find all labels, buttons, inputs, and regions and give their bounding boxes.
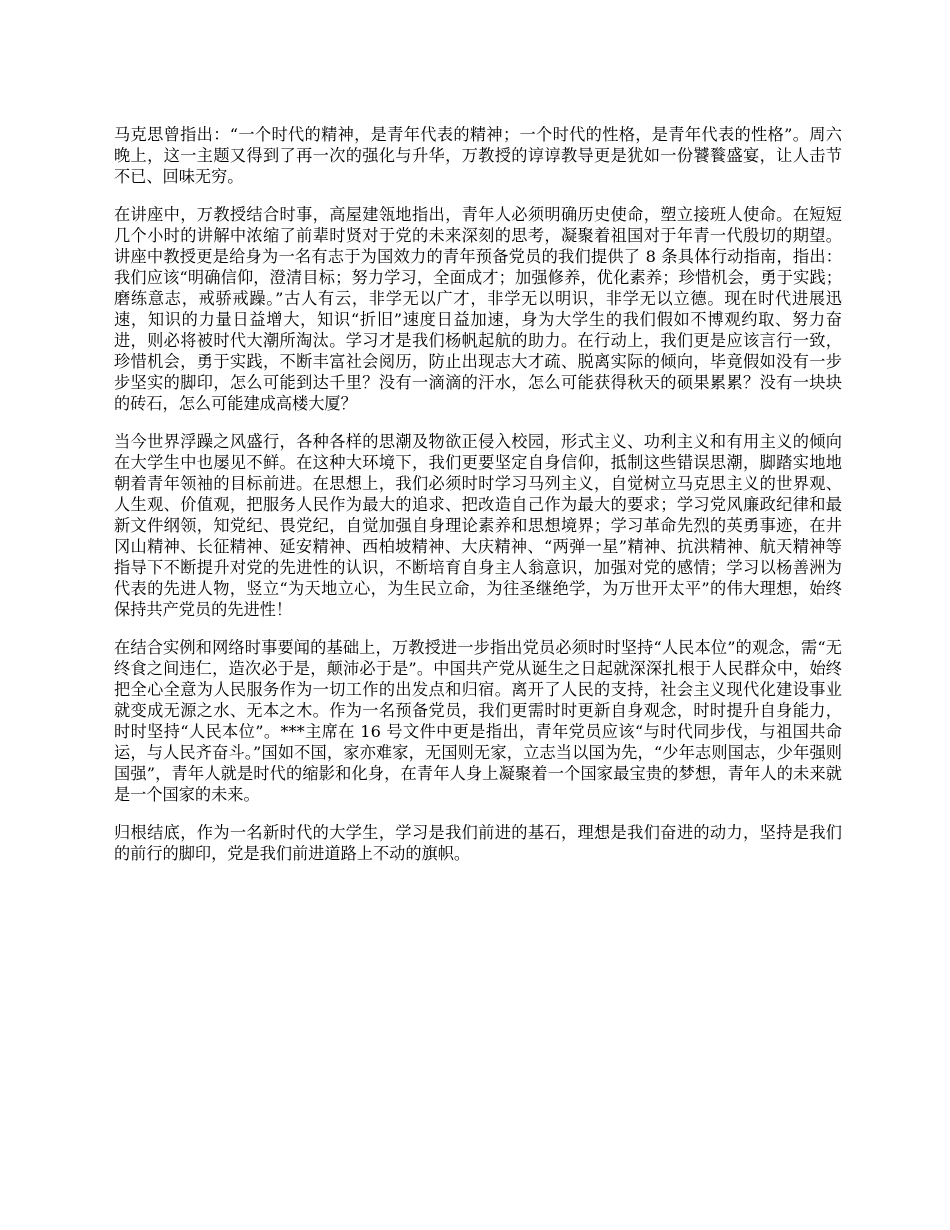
paragraph-1: 马克思曾指出：“一个时代的精神，是青年代表的精神；一个时代的性格，是青年代表的性格”。周六晚上，这一主题又得到了再一次的强化与升华，万教授的谆谆教导更是犹如一份饕餮盛宴，让人击节不已、回味无穷。 — [114, 125, 842, 186]
paragraph-3: 当今世界浮躁之风盛行，各种各样的思潮及物欲正侵入校园，形式主义、功利主义和有用主义的倾向在大学生中也屡见不鲜。在这种大环境下，我们更要坚定自身信仰，抵制这些错误思潮，脚踏实地地朝着青年领袖的目标前进。在思想上，我们必须时时学习马列主义，自觉树立马克思主义的世界观、人生观、价值观，把服务人民作为最大的追求、把改造自己作为最大的要求；学习党风廉政纪律和最新文件纲领，知党纪、畏党纪，自觉加强自身理论素养和思想境界；学习革命先烈的英勇事迹，在井冈山精神、长征精神、延安精神、西柏坡精神、大庆精神、“两弹一星”精神、抗洪精神、航天精神等指导下不断提升对党的先进性的认识，不断培育自身主人翁意识，加强对党的感情；学习以杨善洲为代表的先进人物，竖立“为天地立心，为生民立命，为往圣继绝学，为万世开太平”的伟大理想，始终保持共产党员的先进性！ — [114, 432, 842, 619]
paragraph-2: 在讲座中，万教授结合时事，高屋建瓴地指出，青年人必须明确历史使命，塑立接班人使命。在短短几个小时的讲解中浓缩了前辈时贤对于党的未来深刻的思考，凝聚着祖国对于年青一代殷切的期望。讲座中教授更是给身为一名有志于为国效力的青年预备党员的我们提供了 8 条具体行动指南，指出：我们应该“明确信仰，澄清目标；努力学习，全面成才；加强修养，优化素养；珍惜机会，勇于实践；磨练意志，戒骄戒躁。”古人有云，非学无以广才，非学无以明识，非学无以立德。现在时代进展迅速，知识的力量日益增大，知识“折旧”速度日益加速，身为大学生的我们假如不博观约取、努力奋进，则必将被时代大潮所淘汰。学习才是我们杨帆起航的助力。在行动上，我们更是应该言行一致，珍惜机会，勇于实践，不断丰富社会阅历，防止出现志大才疏、脱离实际的倾向，毕竟假如没有一步步坚实的脚印，怎么可能到达千里？没有一滴滴的汗水，怎么可能获得秋天的硕果累累？没有一块块的砖石，怎么可能建成高楼大厦？ — [114, 205, 842, 413]
document-body — [114, 124, 842, 881]
paragraph-5: 归根结底，作为一名新时代的大学生，学习是我们前进的基石，理想是我们奋进的动力，坚持是我们的前行的脚印，党是我们前进道路上不动的旗帜。 — [114, 823, 842, 863]
paragraph-4: 在结合实例和网络时事要闻的基础上，万教授进一步指出党员必须时时坚持“人民本位”的观念，需“无终食之间违仁，造次必于是，颠沛必于是”。中国共产党从诞生之日起就深深扎根于人民群众中，始终把全心全意为人民服务作为一切工作的出发点和归宿。离开了人民的支持，社会主义现代化建设事业就变成无源之水、无本之木。作为一名预备党员，我们更需时时更新自身观念，时时提升自身能力，时时坚持“人民本位”。***主席在 16 号文件中更是指出，青年党员应该“与时代同步伐，与祖国共命运，与人民齐奋斗。”国如不国，家亦难家，无国则无家，立志当以国为先，“少年志则国志，少年强则国强”，青年人就是时代的缩影和化身，在青年人身上凝聚着一个国家最宝贵的梦想，青年人的未来就是一个国家的未来。 — [114, 638, 842, 804]
